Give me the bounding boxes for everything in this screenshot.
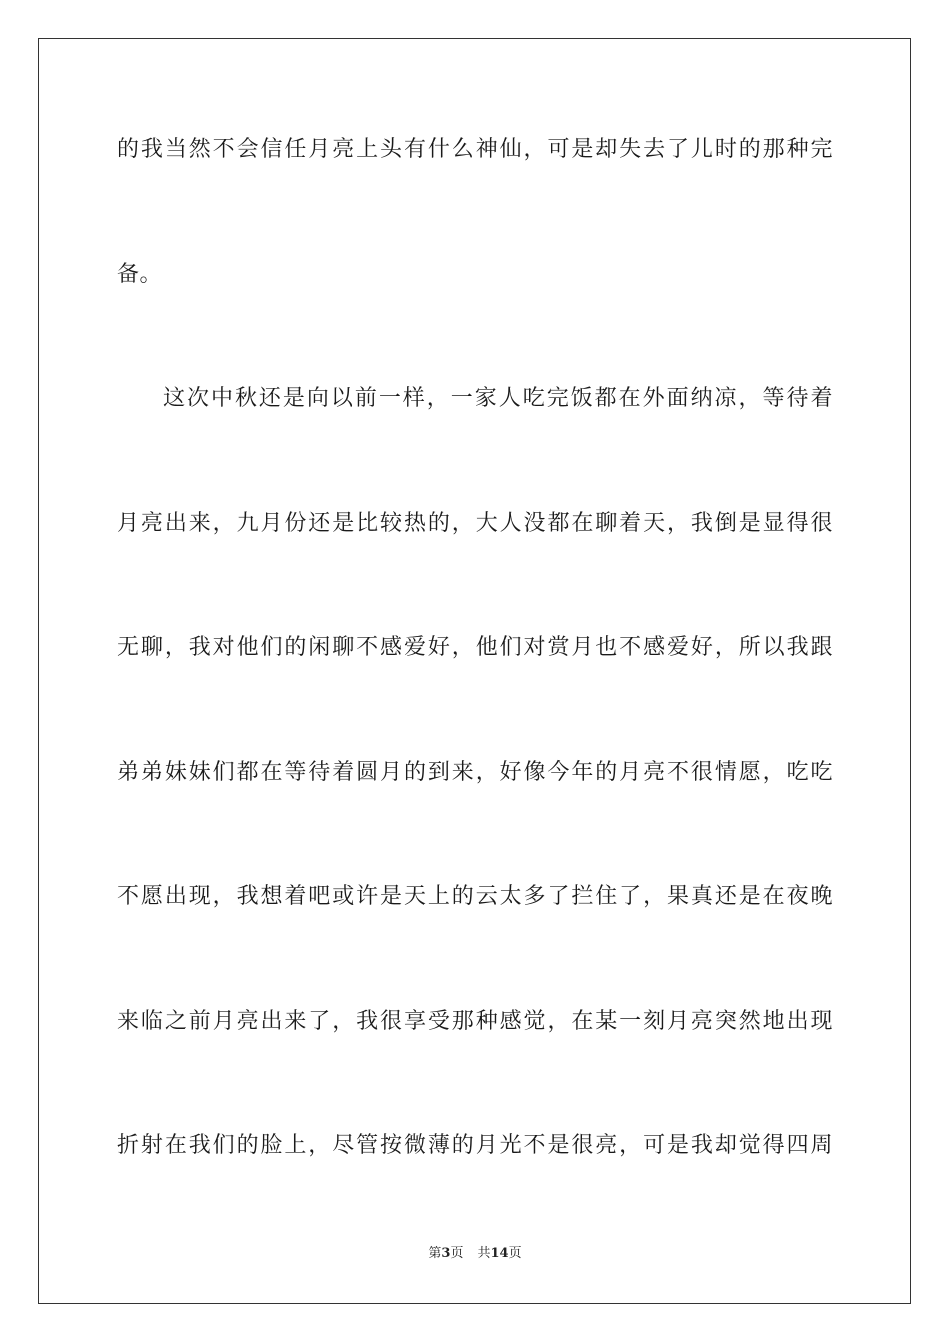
body-line-3: 这次中秋还是向以前一样，一家人吃完饭都在外面纳凉，等待着 [163,386,833,411]
total-pages: 14 [490,1246,509,1261]
body-line-2: 备。 [117,262,163,287]
page-prefix: 第 [428,1246,442,1261]
page-footer [0,1245,950,1263]
body-line-7: 不愿出现，我想着吧或许是天上的云太多了拦住了，果真还是在夜晚 [117,884,833,909]
total-suffix: 页 [508,1246,522,1261]
body-line-8: 来临之前月亮出来了，我很享受那种感觉，在某一刻月亮突然地出现 [117,1009,833,1034]
body-line-6: 弟弟妹妹们都在等待着圆月的到来，好像今年的月亮不很情愿，吃吃 [117,760,833,785]
page-border [38,38,911,1304]
body-line-1: 的我当然不会信任月亮上头有什么神仙，可是却失去了儿时的那种完 [117,137,833,162]
total-prefix: 共 [477,1246,491,1261]
body-line-5: 无聊，我对他们的闲聊不感爱好，他们对赏月也不感爱好，所以我跟 [117,635,833,660]
page-number: 3 [441,1246,451,1261]
body-line-9: 折射在我们的脸上，尽管按微薄的月光不是很亮，可是我却觉得四周 [117,1133,833,1158]
body-line-4: 月亮出来，九月份还是比较热的，大人没都在聊着天，我倒是显得很 [117,511,833,536]
page-suffix: 页 [450,1246,464,1261]
